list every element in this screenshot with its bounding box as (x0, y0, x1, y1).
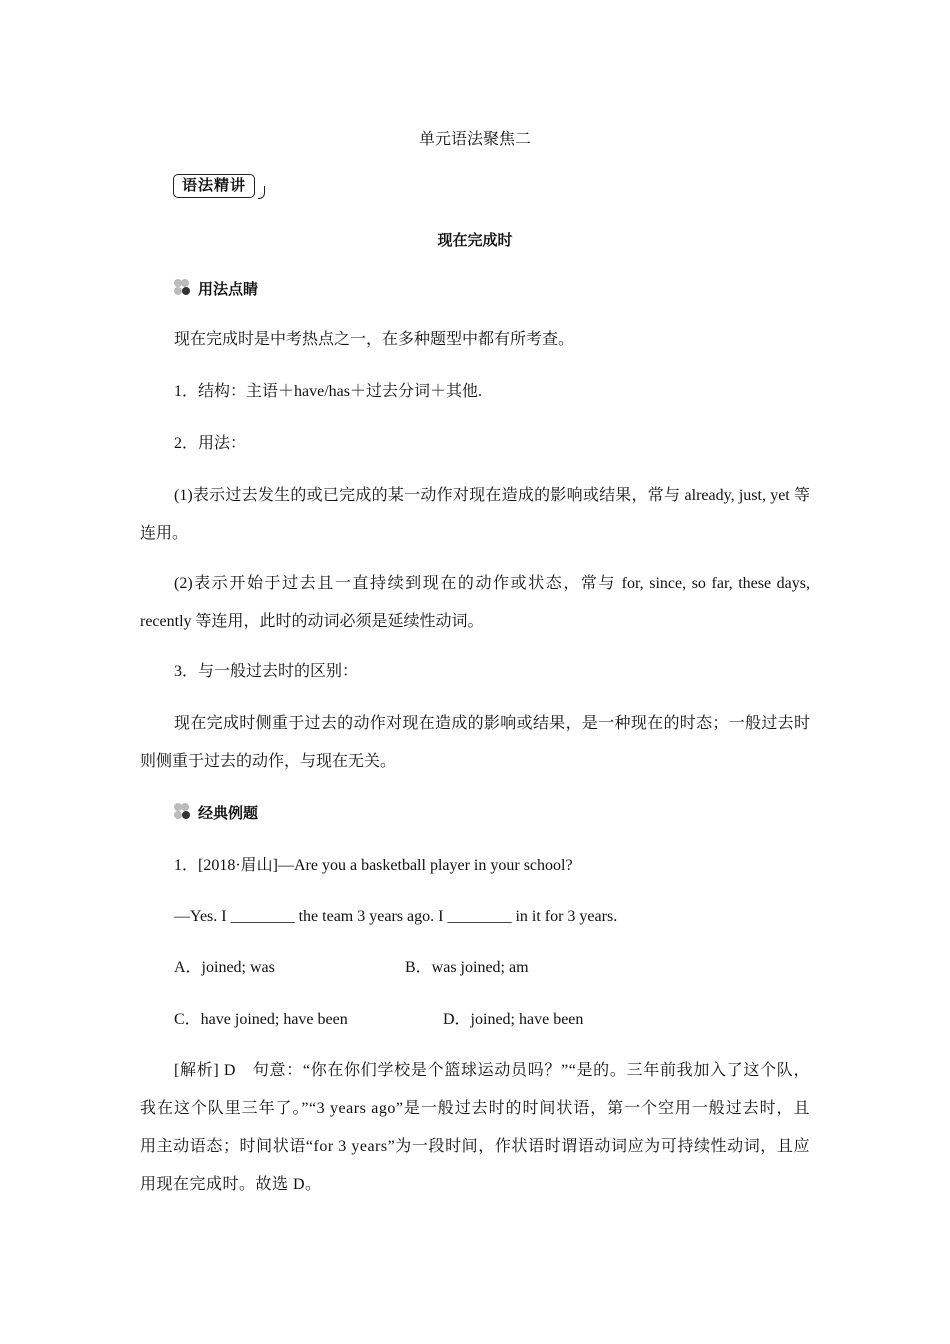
badge-tail-decoration (258, 186, 265, 199)
option-a: A．joined; was (174, 959, 275, 976)
usage-title: 2．用法： (174, 435, 247, 452)
bullet-dots-icon (174, 803, 194, 821)
section-heading-text: 用法点睛 (198, 280, 259, 298)
intro-text: 现在完成时是中考热点之一，在多种题型中都有所考查。 (174, 331, 575, 348)
topic-title: 现在完成时 (437, 231, 513, 249)
difference-paragraph: 现在完成时侧重于过去的动作对现在造成的影响或结果，是一种现在的时态；一般过去时则侧重于过去的动作，与现在无关。 (140, 715, 810, 770)
section-heading-text: 经典例题 (198, 804, 259, 822)
question-stem: 1．[2018·眉山]—Are you a basketball player in your school? (174, 857, 573, 874)
page-title: 单元语法聚焦二 (418, 131, 531, 148)
difference-title: 3．与一般过去时的区别： (174, 663, 359, 680)
section-badge: 语法精讲 (173, 174, 255, 198)
structure-text: 1．结构：主语＋have/has＋过去分词＋其他. (174, 383, 482, 400)
option-b: B．was joined; am (405, 959, 529, 976)
question-stem-reply: —Yes. I ________ the team 3 years ago. I ________ in it for 3 years. (174, 908, 618, 925)
usage-paragraph-1: (1)表示过去发生的或已完成的某一动作对现在造成的影响或结果，常与 already, just, yet 等连用。 (140, 487, 810, 542)
bullet-dots-icon (174, 279, 194, 297)
option-c: C．have joined; have been (174, 1011, 348, 1028)
usage-paragraph-2: (2)表示开始于过去且一直持续到现在的动作或状态，常与 for, since, so far, these days, recently 等连用，此时的动词必须是延续性动词。 (140, 575, 810, 630)
section-heading-examples (174, 803, 258, 823)
section-heading-usage (174, 279, 258, 299)
analysis-paragraph: [解析] D 句意：“你在你们学校是个篮球运动员吗？”“是的。三年前我加入了这个队，我在这个队里三年了。”“3 years ago”是一般过去时的时间状语，第一个空用一般过去时，且用主动语态；时间状语“for 3 years”为一段时间，作状语时谓语动词应为可持续性动词，且应用现在完成时。故选 D。 (140, 1062, 810, 1193)
option-d: D．joined; have been (443, 1011, 584, 1028)
